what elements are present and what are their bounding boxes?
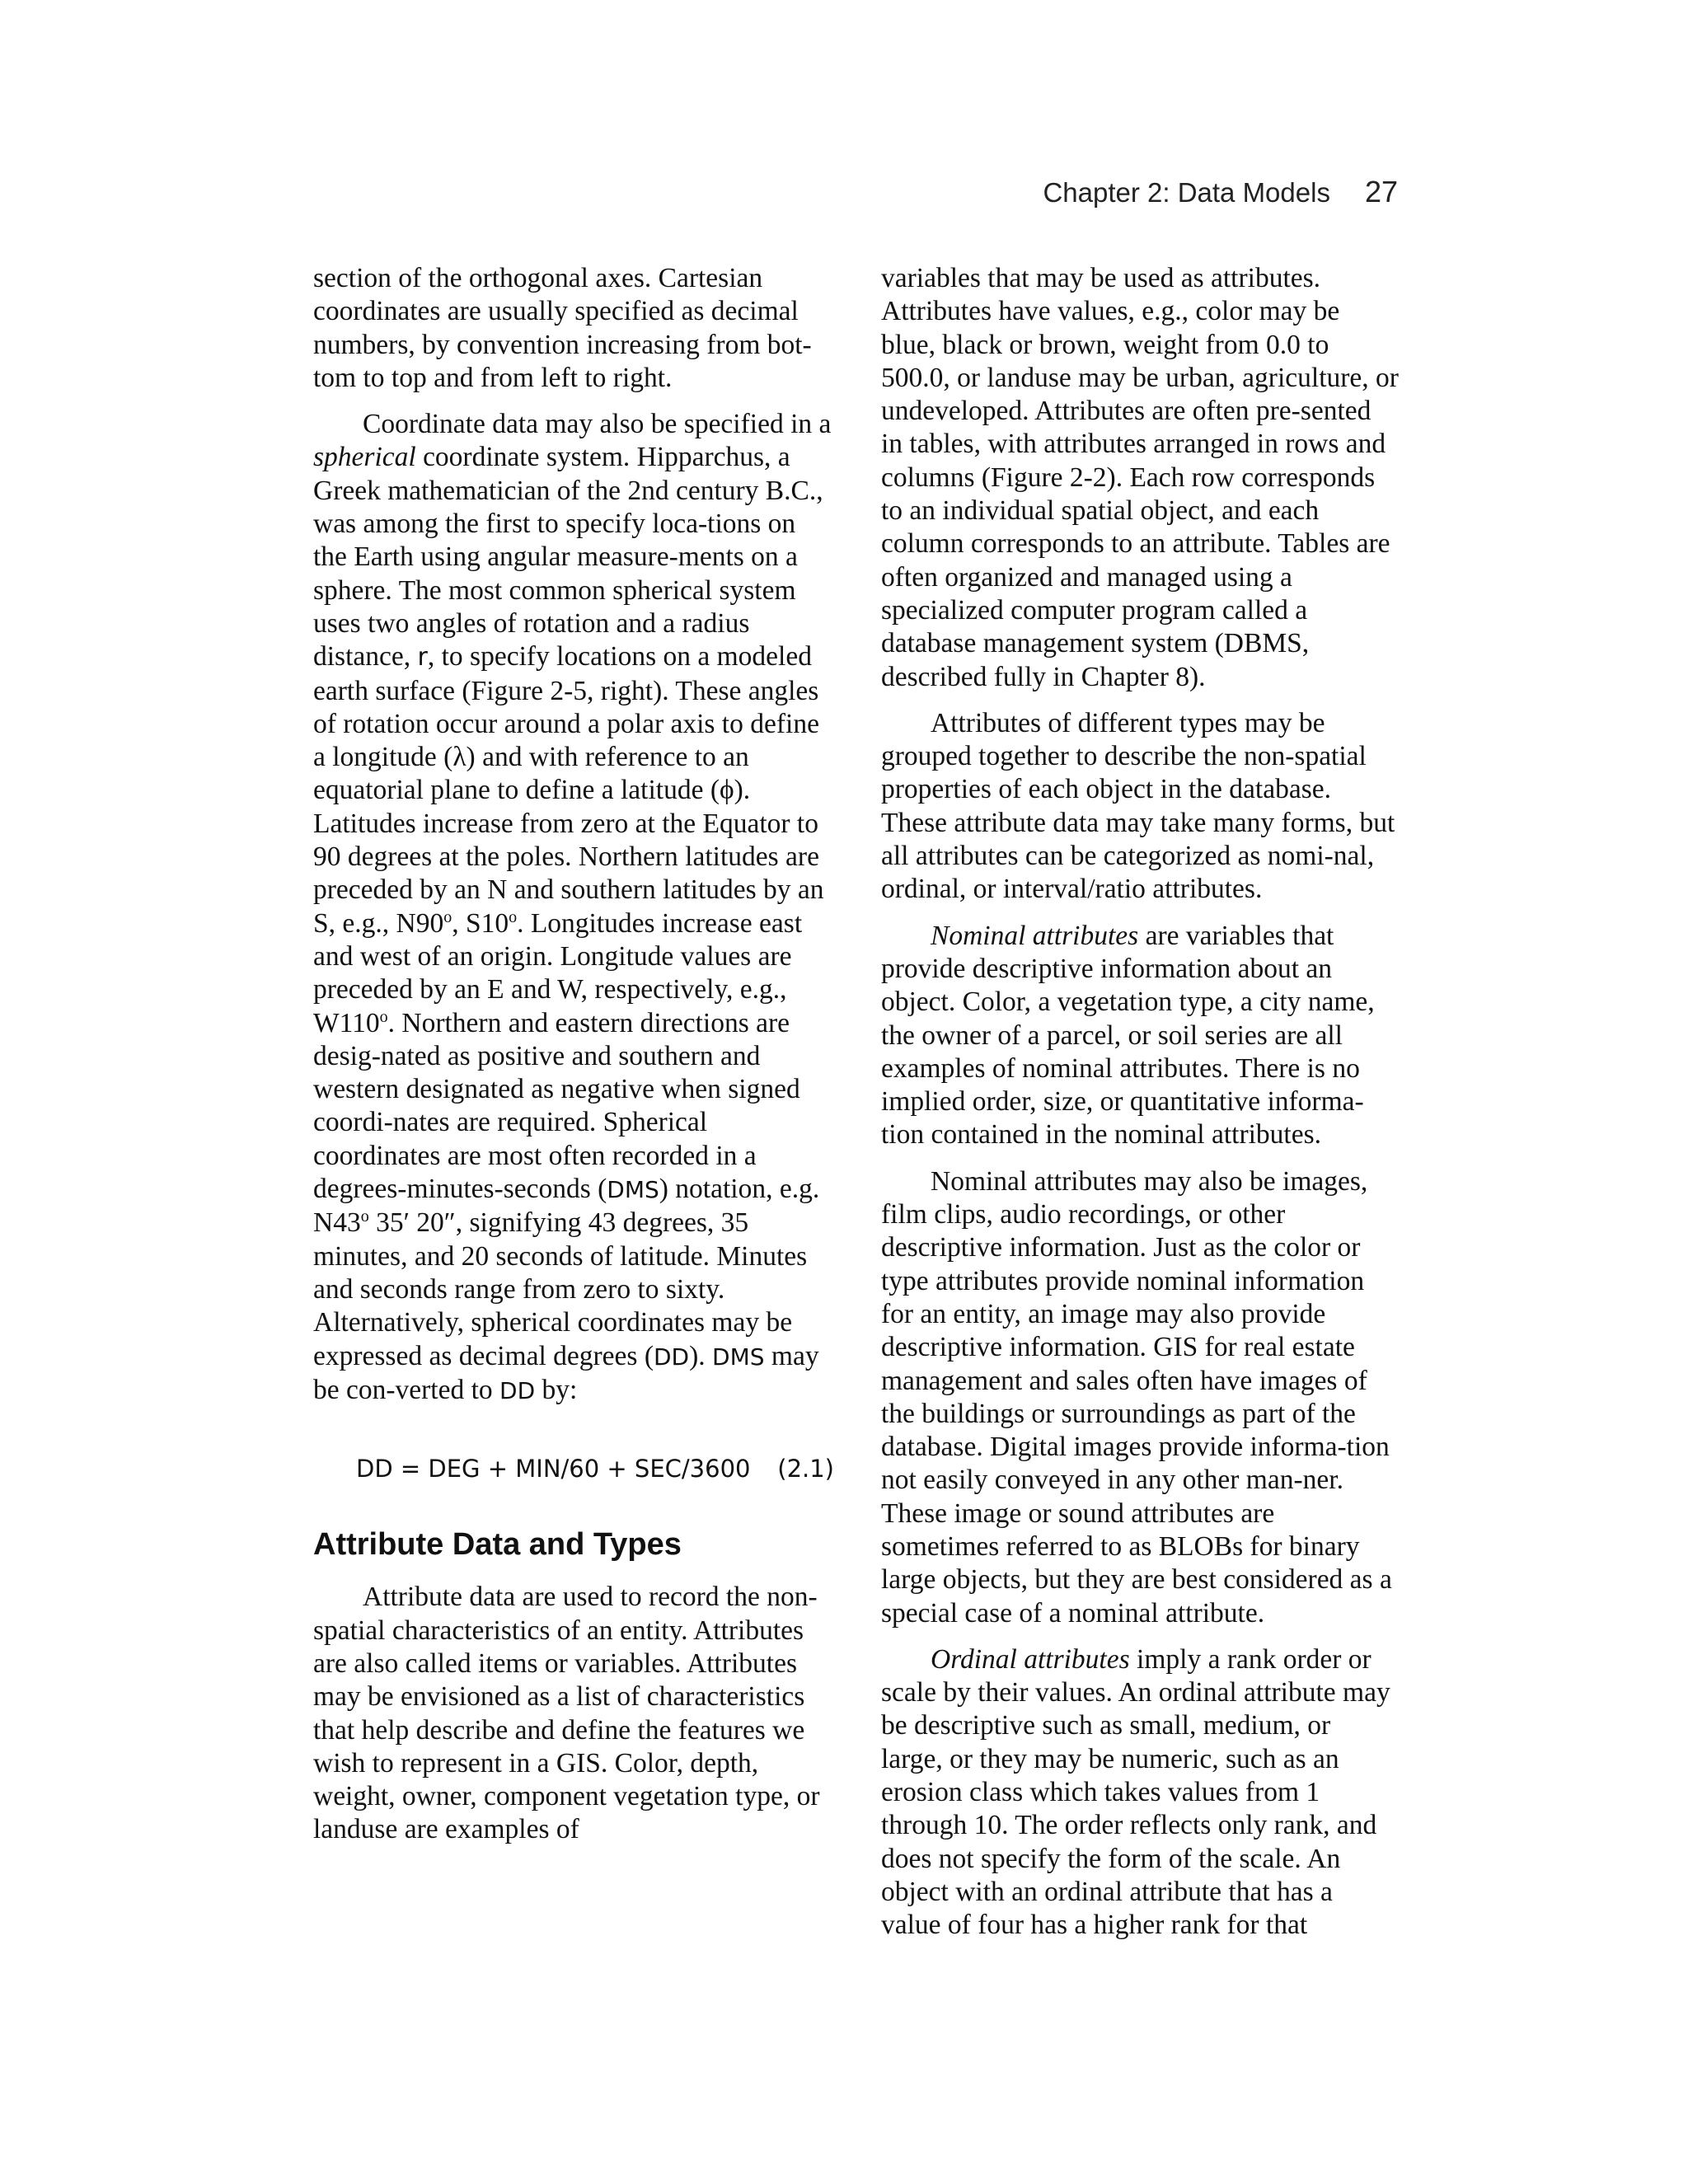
equation-number: (2.1)	[777, 1455, 834, 1483]
text-run: are variables that provide descriptive information about an object. Color, a vegetation type, a city name, the owner of a parcel, or soil series are all examples of nominal attributes. There is no implied order, size, or quantitative informa-tion contained in the nominal attributes.	[881, 920, 1375, 1151]
paragraph-cartesian: section of the orthogonal axes. Cartesian coordinates are usually specified as decimal numbers, by convention increasing from bot-tom to top and from left to right.	[313, 263, 812, 393]
chapter-title: Chapter 2: Data Models	[1043, 177, 1330, 208]
text-run: , S10	[452, 907, 509, 939]
abbr-dd: DD	[653, 1343, 690, 1371]
text-run: imply a rank order or scale by their values. An ordinal attribute may be descriptive such as small, medium, or large, or they may be numeric, such as an erosion class which takes values from 1 through 10. The order reflects only rank, and does not specify the form of the scale. An object with an ordinal attribute that has a value of four has a higher rank for that	[881, 1643, 1390, 1941]
page-number: 27	[1364, 175, 1398, 209]
paragraph-attribute-data: Attribute data are used to record the non-spatial characteristics of an entity. Attributes are also called items or variables. Attributes may be envisioned as a list of characteristics that help describe and define the features we wish to represent in a GIS. Color, depth, weight, owner, component vegetation type, or landuse are examples of	[313, 1582, 820, 1845]
paragraph-attribute-types: Attributes of different types may be grouped together to describe the non-spatial properties of each object in the database. These attribute data may take many forms, but all attributes can be categorized as nomi-nal, ordinal, or interval/ratio attributes.	[881, 707, 1395, 905]
degree-mark: o	[379, 1007, 388, 1026]
degree-mark: o	[360, 1207, 369, 1226]
text-run: 35′ 20″, signifying 43 degrees, 35 minutes, and 20 seconds of latitude. Minutes and seconds range from zero to sixty. Alternatively, spherical coordinates may be expressed as decimal degrees (	[313, 1207, 808, 1371]
italic-term-nominal: Nominal attributes	[931, 920, 1139, 951]
text-run: by:	[535, 1374, 578, 1405]
paragraph-nominal-media: Nominal attributes may also be images, film clips, audio recordings, or other descriptive information. Just as the color or type attributes provide nominal information for an entity, an image may also provide descriptive information. GIS for real estate management and sales often have images of the buildings or surroundings as part of the database. Digital images provide informa-tion not easily conveyed in any other man-ner. These image or sound attributes are sometimes referred to as BLOBs for binary large objects, but they are best considered as a special case of a nominal attribute.	[881, 1165, 1392, 1629]
abbr-dd: DD	[499, 1376, 536, 1404]
text-run: Coordinate data may also be specified in a	[363, 409, 832, 440]
right-column	[881, 262, 1399, 1956]
text-run: coordinate system. Hipparchus, a Greek mathematician of the 2nd century B.C., was among the first to specify loca-tions on the Earth using angular measure-ments on a sphere. The most common spherical system uses two angles of rotation and a radius distance,	[313, 442, 823, 673]
text-run: , to specify locations on a modeled earth surface (Figure 2-5, right). These angles of rotation occur around a polar axis to define a longitude (λ) and with reference to an equatorial plane to define a latitude (ϕ). Latitudes increase from zero at the Equator to 90 degrees at the poles. Northern latitudes are preceded by an N and southern latitudes by an S, e.g., N90	[313, 641, 824, 939]
degree-mark: o	[509, 907, 518, 926]
text-run: . Northern and eastern directions are desig-nated as positive and southern and western designated as negative when signed coordi-nates are required. Spherical coordinates are most often recorded in a degrees-minutes-seconds (	[313, 1007, 800, 1205]
italic-term-ordinal: Ordinal attributes	[931, 1643, 1130, 1675]
equation-body: DD = DEG + MIN/60 + SEC/3600	[356, 1455, 751, 1483]
radius-symbol: r	[417, 643, 428, 673]
section-heading: Attribute Data and Types	[313, 1527, 682, 1563]
text-run: ).	[689, 1340, 713, 1371]
paragraph-ordinal-attributes	[881, 1643, 1399, 1943]
paragraph-nominal-attributes	[881, 920, 1399, 1152]
paragraph-attributes-values: variables that may be used as attributes. Attributes have values, e.g., color may be blue, black or brown, weight from 0.0 to 500.0, or landuse may be urban, agriculture, or undeveloped. Attributes are often pre-sented in tables, with attributes arranged in rows and columns (Figure 2-2). Each row corresponds to an individual spatial object, and each column corresponds to an attribute. Tables are often organized and managed using a specialized computer program called a database management system (DBMS, described fully in Chapter 8).	[881, 263, 1399, 692]
degree-mark: o	[443, 907, 452, 926]
abbr-dms: DMS	[607, 1176, 659, 1204]
running-header	[841, 175, 1398, 216]
text-run: . Longitudes increase east and west of an origin. Longitude values are preceded by an E and W, respectively, e.g., W110	[313, 907, 803, 1038]
abbr-dms: DMS	[712, 1343, 765, 1371]
text-run: may be con-verted to	[313, 1340, 819, 1405]
italic-term-spherical: spherical	[313, 442, 416, 473]
equation-2-1	[313, 1452, 834, 1485]
left-column	[313, 262, 834, 1860]
paragraph-spherical	[313, 408, 834, 1408]
text-run: ) notation, e.g. N43	[313, 1174, 820, 1239]
